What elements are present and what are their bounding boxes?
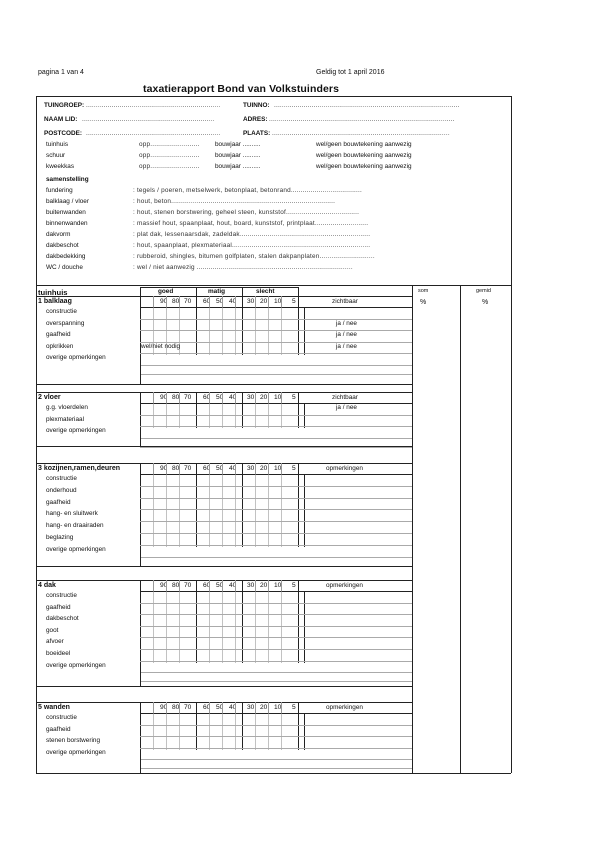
- frame-right-lower: [511, 285, 512, 773]
- rating-value: 50: [216, 582, 224, 589]
- rating-cell-divider: [281, 403, 282, 428]
- rating-value: 90: [160, 394, 168, 401]
- section-top-line: [36, 702, 412, 703]
- rating-cell-divider: [222, 713, 223, 750]
- rating-cell-divider: [179, 463, 180, 474]
- section-top-line: [36, 580, 412, 581]
- remarks-divider: [304, 713, 305, 750]
- rating-value: 20: [260, 465, 268, 472]
- rating-cell-divider: [179, 702, 180, 713]
- page-title: taxatierapport Bond van Volkstuinders: [143, 83, 340, 95]
- section-top-line: [36, 296, 412, 297]
- rating-value: 10: [274, 394, 282, 401]
- rating-row-line: [140, 591, 412, 592]
- assessment-item: beglazing: [46, 534, 74, 541]
- assessment-item: constructie: [46, 475, 77, 482]
- building-bouwjaar[interactable]: bouwjaar ..........: [215, 141, 261, 148]
- rating-cell-divider: [255, 463, 256, 474]
- rating-value: 80: [172, 298, 180, 305]
- rating-cell-divider: [166, 463, 167, 474]
- remarks-divider: [304, 403, 305, 428]
- section-title: 4 dak: [38, 582, 56, 589]
- rating-cell-divider: [235, 702, 236, 713]
- col-som-header: som: [418, 288, 429, 294]
- rating-group-divider: [196, 580, 197, 663]
- rating-header-divider: [140, 287, 141, 296]
- rating-header-divider: [196, 287, 197, 296]
- composition-title: samenstelling: [46, 176, 89, 183]
- col-gemid-header: gemid: [476, 288, 491, 294]
- rating-cell-divider: [166, 702, 167, 713]
- rating-group-divider: [196, 296, 197, 355]
- assessment-item: gaafheid: [46, 725, 71, 733]
- rating-value: 90: [160, 704, 168, 711]
- rating-cell-divider: [209, 702, 210, 713]
- rating-value: 90: [160, 298, 168, 305]
- rating-group-divider: [242, 392, 243, 428]
- page-number: pagina 1 van 4: [38, 69, 84, 76]
- assessment-item: constructie: [46, 592, 77, 599]
- rating-group-divider: [140, 580, 141, 663]
- rating-value: 30: [247, 704, 255, 711]
- rating-row-line: [140, 713, 412, 714]
- validity-date: Geldig tot 1 april 2016: [316, 69, 385, 76]
- item-row-line: [140, 319, 412, 320]
- section-top-line: [36, 392, 412, 393]
- rating-value: 80: [172, 704, 180, 711]
- section-title: 2 vloer: [38, 394, 61, 401]
- rating-cell-divider: [166, 403, 167, 428]
- composition-name: dakbedekking: [46, 253, 86, 260]
- item-row-line: [140, 521, 412, 522]
- item-row-line: [140, 486, 412, 487]
- rating-cell-divider: [209, 463, 210, 474]
- assessment-item: gaafheid: [46, 498, 71, 506]
- building-name: kweekkas: [46, 163, 75, 170]
- rating-group-divider: [298, 392, 299, 428]
- frame-left-upper: [36, 96, 37, 285]
- section-bottom-line: [36, 773, 412, 774]
- rating-cell-divider: [235, 580, 236, 591]
- rating-cell-divider: [281, 296, 282, 307]
- composition-value: : hout, spaanplaat, plexmateriaal......................................................................: [133, 242, 371, 249]
- col-gemid-left: [460, 285, 461, 773]
- assessment-item: overige opmerkingen: [46, 427, 106, 435]
- section-extra-header: opmerkingen: [326, 465, 363, 472]
- rating-cell-divider: [222, 392, 223, 403]
- composition-value: : plat dak, lessenaarsdak, zadeldak..................................................................: [133, 231, 371, 238]
- section-extra-header: opmerkingen: [326, 704, 363, 711]
- tuingroep-label: TUINGROEP:: [44, 102, 85, 109]
- rating-cell-divider: [209, 307, 210, 355]
- rating-value: 70: [184, 465, 192, 472]
- composition-name: dakvorm: [46, 231, 71, 238]
- rating-value: 40: [229, 704, 237, 711]
- rating-group-divider: [298, 702, 299, 750]
- rating-group-divider: [196, 702, 197, 750]
- rating-cell-divider: [235, 463, 236, 474]
- item-row-line: [140, 426, 412, 427]
- item-row-line: [140, 626, 412, 627]
- plaats-label: PLAATS:: [243, 130, 271, 137]
- rating-group-divider: [242, 296, 243, 355]
- building-bouwjaar[interactable]: bouwjaar ..........: [215, 163, 261, 170]
- comment-line: [140, 365, 412, 366]
- assessment-item: gaafheid: [46, 331, 71, 339]
- rating-cell-divider: [235, 713, 236, 750]
- col-som-pct: %: [420, 299, 427, 306]
- item-row-line: [140, 725, 412, 726]
- comment-line: [140, 374, 412, 375]
- building-opp[interactable]: opp.........................: [139, 152, 200, 159]
- postcode-label: POSTCODE:: [44, 130, 82, 137]
- assessment-item: plexmateriaal: [46, 415, 85, 423]
- col-som-left: [412, 285, 413, 773]
- remarks-divider: [304, 307, 305, 355]
- rating-group-divider: [298, 580, 299, 663]
- comment-line: [140, 672, 412, 673]
- rating-row-line: [140, 474, 412, 475]
- rating-value: 40: [229, 465, 237, 472]
- rating-value: 5: [292, 582, 296, 589]
- assessment-item: goot: [46, 626, 59, 634]
- rating-cell-divider: [222, 307, 223, 355]
- rating-value: 60: [203, 394, 211, 401]
- item-row-line: [140, 533, 412, 534]
- item-value: ja / nee: [336, 319, 357, 327]
- tuinno-label: TUINNO:: [243, 102, 270, 109]
- rating-value: 30: [247, 298, 255, 305]
- adres-field[interactable]: ..............................................................................................: [269, 116, 455, 123]
- rating-cell-divider: [153, 403, 154, 428]
- rating-value: 70: [184, 704, 192, 711]
- item-row-line: [140, 649, 412, 650]
- rating-group-divider: [140, 392, 141, 428]
- composition-name: dakbeschot: [46, 242, 79, 249]
- section-extra-header: zichtbaar: [332, 394, 358, 401]
- rating-cell-divider: [209, 392, 210, 403]
- assessment-item: overige opmerkingen: [46, 661, 106, 669]
- assessment-item: onderhoud: [46, 486, 77, 494]
- rating-value: 10: [274, 298, 282, 305]
- rating-cell-divider: [222, 463, 223, 474]
- assessment-item: opkrikken: [46, 342, 74, 350]
- comment-area-left: [140, 355, 141, 384]
- section-title: 3 kozijnen,ramen,deuren: [38, 465, 121, 472]
- group-slecht: slecht: [256, 288, 275, 295]
- group-matig: matig: [208, 288, 226, 295]
- rating-value: 70: [184, 582, 192, 589]
- section-title: 1 balklaag: [38, 298, 72, 305]
- rating-group-divider: [196, 463, 197, 547]
- item-row-line: [140, 661, 412, 662]
- frame-left-lower: [36, 285, 37, 773]
- plaats-field[interactable]: ..........................................................................................: [272, 130, 450, 137]
- rating-cell-divider: [235, 307, 236, 355]
- rating-cell-divider: [179, 403, 180, 428]
- composition-value: : hout, stenen borstwering, geheel steen, kunststof.....................................: [133, 209, 360, 216]
- composition-name: buitenwanden: [46, 209, 86, 216]
- comment-area-left: [140, 547, 141, 566]
- item-row-line: [140, 415, 412, 416]
- rating-cell-divider: [281, 463, 282, 474]
- rating-header-divider: [298, 287, 299, 296]
- item-row-line: [140, 545, 412, 546]
- rating-cell-divider: [281, 392, 282, 403]
- rating-cell-divider: [255, 702, 256, 713]
- composition-name: fundering: [46, 187, 73, 194]
- section-title: 5 wanden: [38, 704, 70, 711]
- item-row-line: [140, 498, 412, 499]
- composition-name: WC / douche: [46, 264, 83, 271]
- comment-line: [140, 681, 412, 682]
- composition-name: balklaag / vloer: [46, 198, 89, 205]
- item-value: ja / nee: [336, 404, 357, 411]
- rating-cell-divider: [179, 296, 180, 307]
- rating-cell-divider: [255, 296, 256, 307]
- rating-value: 60: [203, 298, 211, 305]
- rating-cell-divider: [153, 702, 154, 713]
- rating-cell-divider: [209, 296, 210, 307]
- rating-value: 10: [274, 465, 282, 472]
- rating-value: 50: [216, 465, 224, 472]
- comment-area-left: [140, 750, 141, 773]
- comment-line: [140, 438, 412, 439]
- rating-group-divider: [140, 702, 141, 750]
- rating-group-divider: [196, 392, 197, 428]
- rating-cell-divider: [179, 713, 180, 750]
- rating-value: 70: [184, 298, 192, 305]
- rating-cell-divider: [222, 702, 223, 713]
- group-goed: goed: [158, 288, 174, 295]
- assessment-item: overige opmerkingen: [46, 545, 106, 553]
- rating-cell-divider: [281, 307, 282, 355]
- assessment-item: afvoer: [46, 638, 64, 646]
- rating-value: 30: [247, 465, 255, 472]
- frame-top: [36, 96, 511, 97]
- rating-cell-divider: [268, 296, 269, 307]
- rating-group-divider: [242, 580, 243, 663]
- rating-value: 90: [160, 465, 168, 472]
- item-value: ja / nee: [336, 331, 357, 339]
- rating-cell-divider: [235, 403, 236, 428]
- section-top-line: [36, 463, 412, 464]
- rating-cell-divider: [153, 392, 154, 403]
- composition-name: binnenwanden: [46, 220, 88, 227]
- building-opp[interactable]: opp.........................: [139, 141, 200, 148]
- rating-cell-divider: [268, 713, 269, 750]
- comment-area-left: [140, 663, 141, 686]
- composition-value: : rubberoid, shingles, bitumen golfplaten, stalen dakpanplaten............................: [133, 253, 375, 260]
- naam-lid-label: NAAM LID:: [44, 116, 78, 123]
- rating-cell-divider: [166, 392, 167, 403]
- assessment-item: overige opmerkingen: [46, 748, 106, 756]
- rating-value: 80: [172, 394, 180, 401]
- rating-cell-divider: [153, 580, 154, 591]
- rating-cell-divider: [235, 296, 236, 307]
- rating-value: 80: [172, 465, 180, 472]
- tuinno-field[interactable]: ..............................................................................................: [274, 102, 460, 109]
- rating-group-divider: [298, 463, 299, 547]
- assessment-item: stenen borstwering: [46, 737, 100, 745]
- item-row-line: [140, 637, 412, 638]
- rating-cell-divider: [222, 296, 223, 307]
- rating-cell-divider: [255, 307, 256, 355]
- rating-value: 60: [203, 704, 211, 711]
- rating-value: 30: [247, 582, 255, 589]
- rating-value: 80: [172, 582, 180, 589]
- rating-cell-divider: [268, 403, 269, 428]
- rating-cell-divider: [268, 392, 269, 403]
- rating-value: 60: [203, 465, 211, 472]
- rating-cell-divider: [281, 702, 282, 713]
- rating-cell-divider: [179, 580, 180, 591]
- rating-value: 5: [292, 704, 296, 711]
- assessment-item: overige opmerkingen: [46, 354, 106, 362]
- item-row-line: [140, 748, 412, 749]
- rating-cell-divider: [179, 392, 180, 403]
- rating-cell-divider: [209, 713, 210, 750]
- rating-value: 20: [260, 394, 268, 401]
- rating-group-divider: [242, 702, 243, 750]
- rating-cell-divider: [268, 702, 269, 713]
- rating-group-divider: [298, 296, 299, 355]
- postcode-field[interactable]: ....................................................................: [86, 130, 221, 137]
- comment-area-left: [140, 428, 141, 446]
- rating-cell-divider: [255, 580, 256, 591]
- item-row-line: [140, 330, 412, 331]
- rating-cell-divider: [209, 580, 210, 591]
- tuingroep-field[interactable]: ....................................................................: [86, 102, 221, 109]
- assessment-item: constructie: [46, 308, 77, 315]
- composition-value: : wel / niet aanwezig ...............................................................................: [133, 264, 353, 271]
- rating-value: 10: [274, 582, 282, 589]
- building-bouwjaar[interactable]: bouwjaar ..........: [215, 152, 261, 159]
- rating-value: 5: [292, 298, 296, 305]
- rating-cell-divider: [153, 463, 154, 474]
- building-name: schuur: [46, 152, 66, 159]
- section-extra-header: opmerkingen: [326, 582, 363, 589]
- item-row-line: [140, 736, 412, 737]
- assessment-item: hang- en draairaden: [46, 522, 104, 530]
- building-opp[interactable]: opp.........................: [139, 163, 200, 170]
- rating-cell-divider: [255, 392, 256, 403]
- section-bottom-line: [36, 686, 412, 687]
- building-permit: wel/geen bouwtekening aanwezig: [316, 152, 412, 159]
- col-gemid-pct: %: [482, 299, 489, 306]
- rating-value: 20: [260, 298, 268, 305]
- rating-value: 20: [260, 704, 268, 711]
- section-extra-header: zichtbaar: [332, 298, 358, 305]
- rating-value: 50: [216, 394, 224, 401]
- section-bottom-line: [36, 446, 412, 447]
- assessment-item: constructie: [46, 714, 77, 721]
- rating-cell-divider: [153, 296, 154, 307]
- item-row-line: [140, 614, 412, 615]
- assessment-item: dakbeschot: [46, 615, 79, 623]
- assessment-item: gaafheid: [46, 603, 71, 611]
- building-name: tuinhuis: [46, 141, 69, 148]
- item-row-line: [140, 509, 412, 510]
- adres-label: ADRES:: [243, 116, 268, 123]
- assessment-item: overspanning: [46, 319, 85, 327]
- rating-cell-divider: [268, 580, 269, 591]
- rating-cell-divider: [166, 713, 167, 750]
- item-row-line: [140, 342, 412, 343]
- table-top-line: [36, 285, 511, 286]
- composition-value: : hout, beton...................................................................................: [133, 198, 336, 205]
- rating-row-line: [140, 403, 412, 404]
- rating-cell-divider: [268, 307, 269, 355]
- assessment-item: hang- en sluitwerk: [46, 510, 98, 518]
- composition-value: : massief hout, spaanplaat, hout, board, kunststof, printplaat...........................: [133, 220, 369, 227]
- rating-value: 10: [274, 704, 282, 711]
- rating-cell-divider: [268, 463, 269, 474]
- section-bottom-line: [36, 566, 412, 567]
- section-bottom-line: [36, 384, 412, 385]
- rating-cell-divider: [209, 403, 210, 428]
- item-note: wel/niet nodig: [141, 342, 181, 350]
- rating-value: 70: [184, 394, 192, 401]
- composition-value: : tegels / poeren, metselwerk, betonplaat, betonrand....................................: [133, 187, 362, 194]
- building-permit: wel/geen bouwtekening aanwezig: [316, 141, 412, 148]
- item-row-line: [140, 603, 412, 604]
- assessment-item: boeideel: [46, 650, 71, 657]
- comment-line: [140, 759, 412, 760]
- rating-cell-divider: [281, 580, 282, 591]
- rating-value: 40: [229, 298, 237, 305]
- rating-value: 90: [160, 582, 168, 589]
- rating-group-divider: [140, 463, 141, 547]
- item-row-line: [140, 353, 412, 354]
- rating-value: 20: [260, 582, 268, 589]
- building-permit: wel/geen bouwtekening aanwezig: [316, 163, 412, 170]
- comment-line: [140, 557, 412, 558]
- rating-row-line: [140, 307, 412, 308]
- rating-cell-divider: [222, 403, 223, 428]
- rating-value: 60: [203, 582, 211, 589]
- rating-value: 40: [229, 394, 237, 401]
- rating-cell-divider: [281, 713, 282, 750]
- rating-group-divider: [242, 463, 243, 547]
- rating-cell-divider: [235, 392, 236, 403]
- rating-value: 40: [229, 582, 237, 589]
- rating-value: 30: [247, 394, 255, 401]
- rating-value: 50: [216, 298, 224, 305]
- rating-value: 50: [216, 704, 224, 711]
- rating-cell-divider: [222, 580, 223, 591]
- table-section-title: tuinhuis: [38, 288, 68, 297]
- frame-right-upper: [511, 96, 512, 285]
- comment-line: [140, 768, 412, 769]
- rating-value: 5: [292, 394, 296, 401]
- rating-header-divider: [242, 287, 243, 296]
- rating-cell-divider: [153, 713, 154, 750]
- rating-cell-divider: [255, 403, 256, 428]
- rating-cell-divider: [255, 713, 256, 750]
- rating-cell-divider: [166, 296, 167, 307]
- rating-value: 5: [292, 465, 296, 472]
- assessment-item: g.g. vloerdelen: [46, 404, 88, 411]
- naam-lid-field[interactable]: ...................................................................: [82, 116, 215, 123]
- item-value: ja / nee: [336, 342, 357, 350]
- rating-cell-divider: [166, 580, 167, 591]
